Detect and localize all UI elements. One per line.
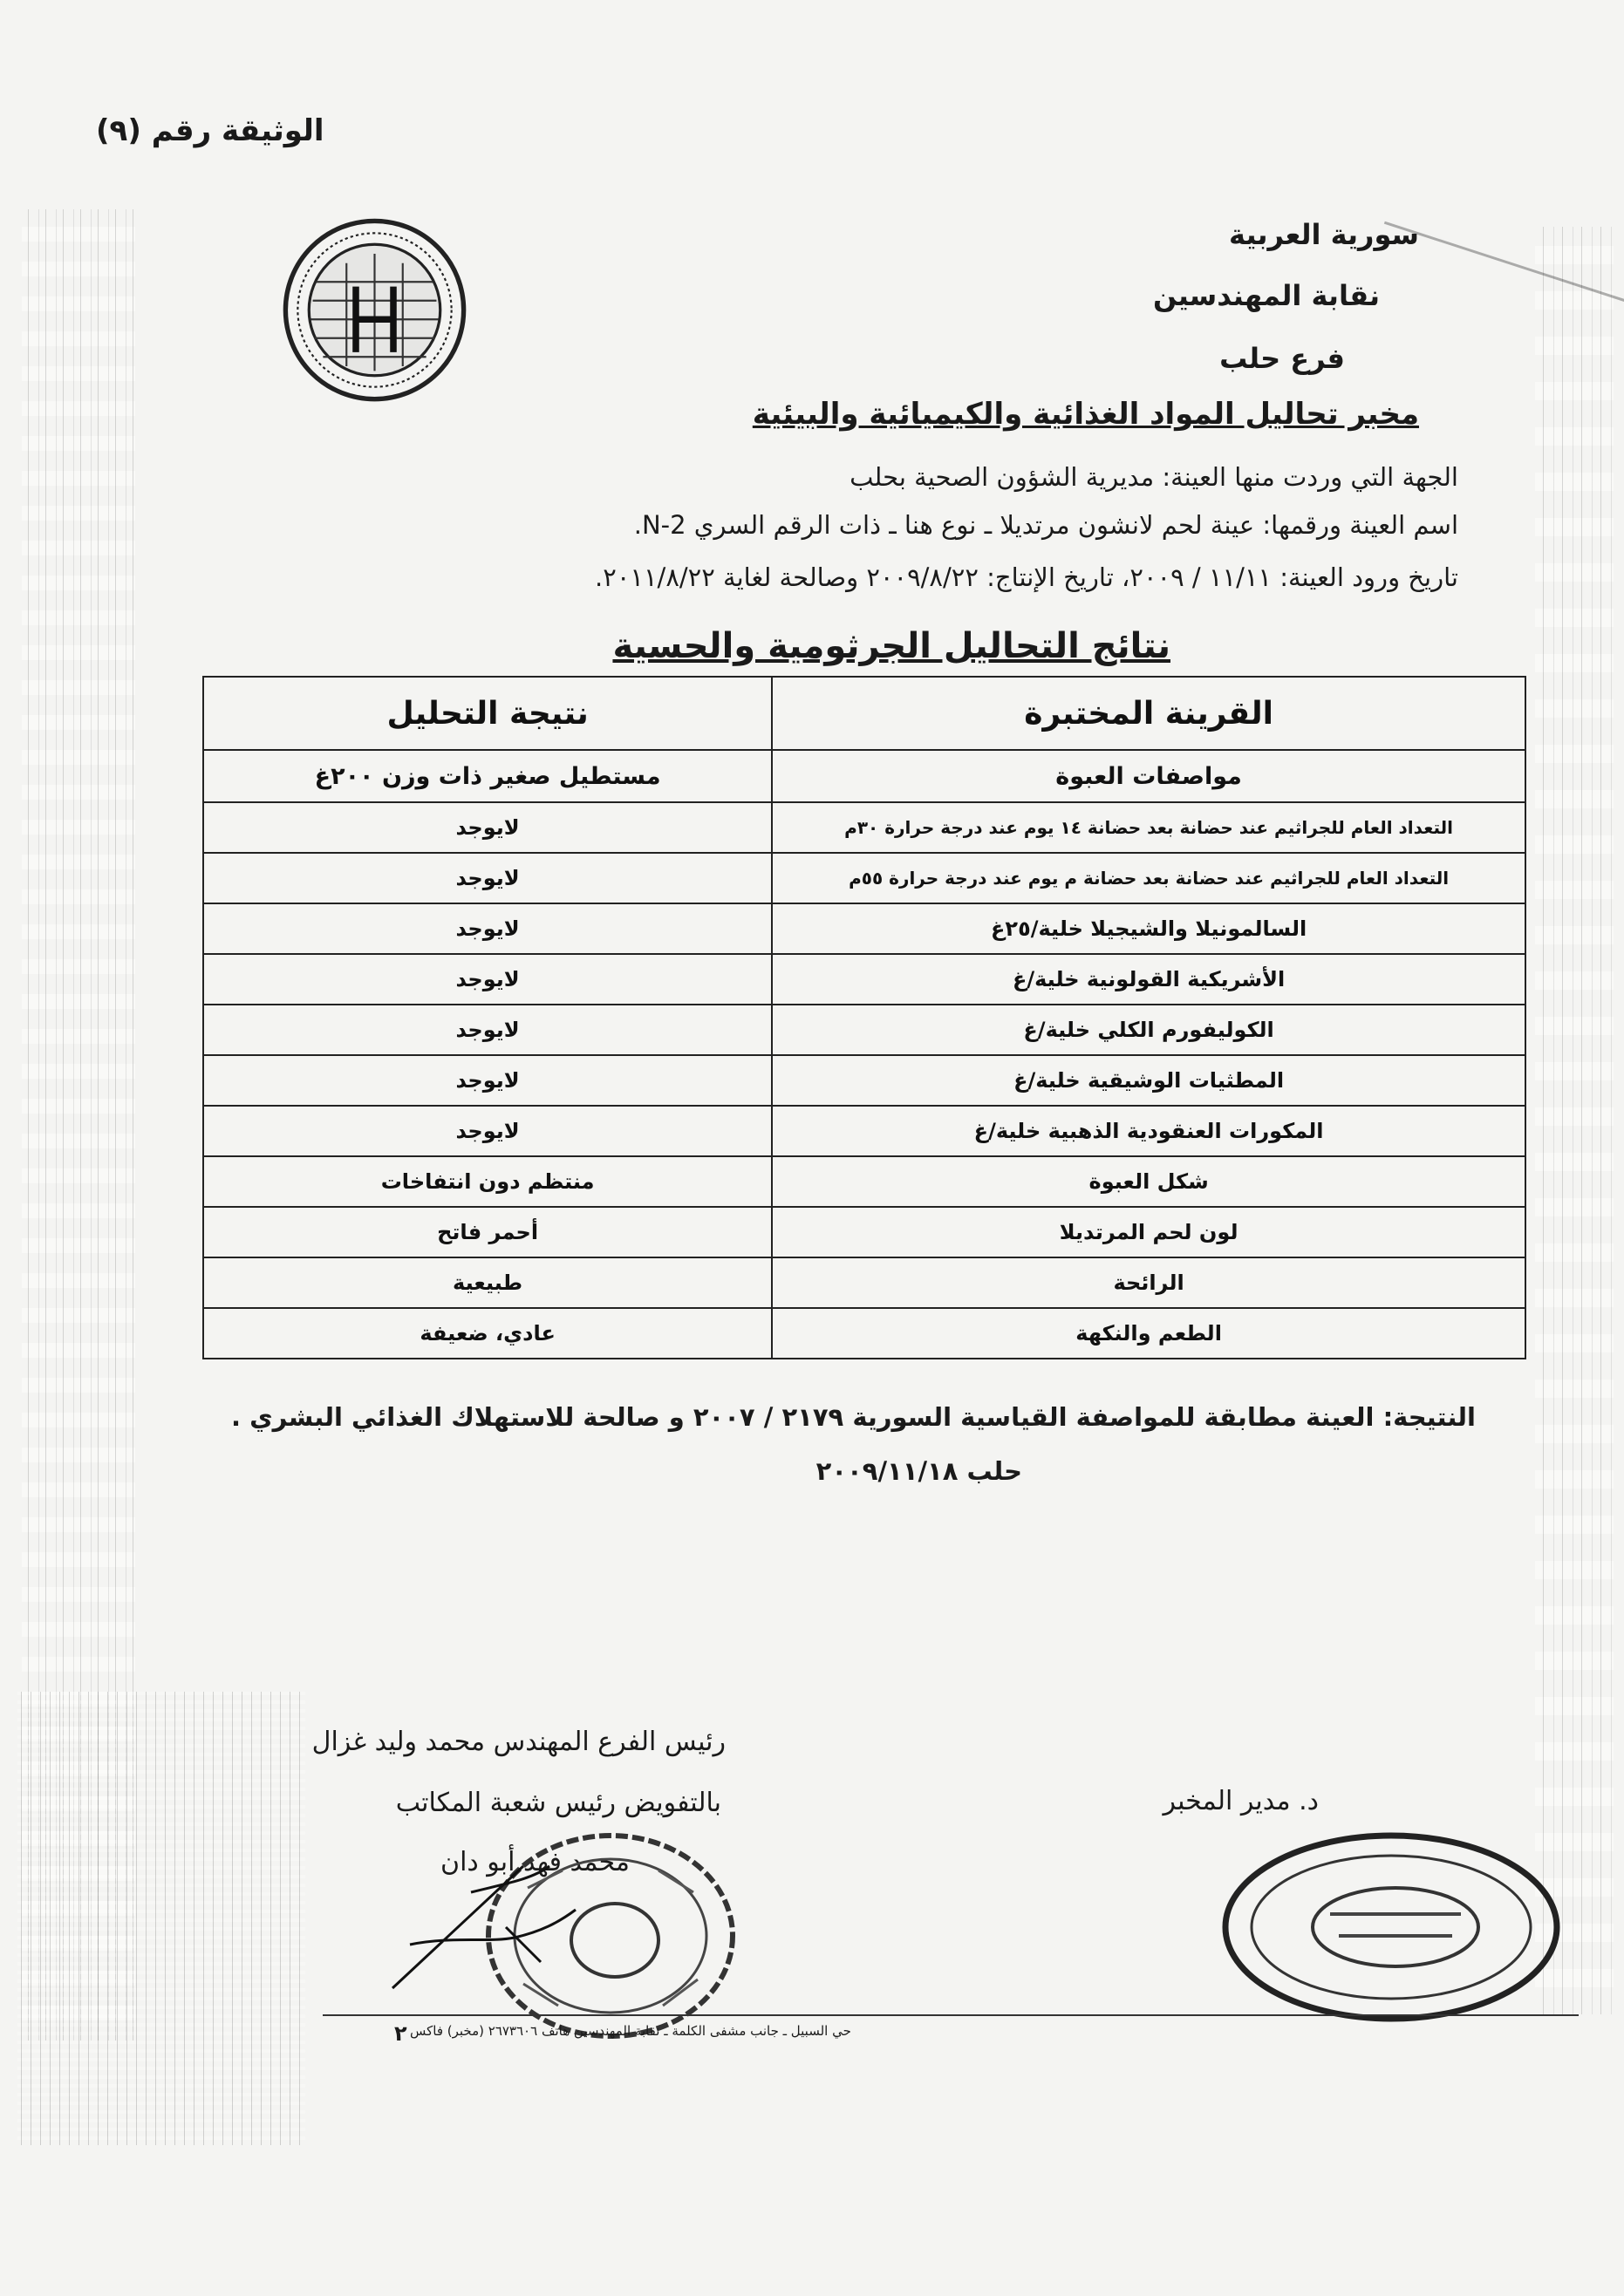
results-title: نتائج التحاليل الجرثومية والحسية: [612, 626, 1170, 666]
table-row: [203, 1055, 1525, 1106]
parameter-cell: الكوليفورم الكلي خلية/غ: [772, 1005, 1525, 1055]
header-country: سورية العربية: [1229, 218, 1419, 251]
lab-stamp-icon: [1217, 1827, 1566, 2027]
table-row: [203, 903, 1525, 954]
table-row: [203, 1308, 1525, 1359]
result-cell: لايوجد: [203, 903, 772, 954]
scan-noise-bottom-left: [17, 1692, 305, 2145]
result-cell: منتظم دون انتفاخات: [203, 1156, 772, 1207]
parameter-cell: مواصفات العبوة: [772, 750, 1525, 802]
parameter-cell: المكورات العنقودية الذهبية خلية/غ: [772, 1106, 1525, 1156]
lab-manager-label: د. مدير المخبر: [1163, 1786, 1319, 1816]
result-cell: لايوجد: [203, 802, 772, 853]
document-number: الوثيقة رقم (٩): [96, 113, 324, 148]
parameter-cell: الرائحة: [772, 1257, 1525, 1308]
delegate-name: محمد فهد أبو دان: [440, 1847, 630, 1877]
table-header-row: [203, 677, 1525, 750]
handwritten-signature-icon: [375, 1840, 672, 1997]
result-cell: مستطيل صغير ذات وزن ٢٠٠غ: [203, 750, 772, 802]
header-lab: مخبر تحاليل المواد الغذائية والكيميائية والبيئية: [752, 397, 1419, 432]
result-cell: أحمر فاتح: [203, 1207, 772, 1257]
table-row: [203, 1156, 1525, 1207]
delegation-line: بالتفويض رئيس شعبة المكاتب: [395, 1788, 721, 1818]
header-syndicate: نقابة المهندسين: [1152, 279, 1380, 312]
table-row: [203, 1106, 1525, 1156]
syndicate-emblem-icon: [281, 216, 468, 404]
result-cell: لايوجد: [203, 1055, 772, 1106]
sample-source: الجهة التي وردت منها العينة: مديرية الشؤون الصحية بحلب: [850, 462, 1458, 492]
table-row: [203, 954, 1525, 1005]
scan-noise-right: [1535, 227, 1614, 2014]
result-cell: لايوجد: [203, 1005, 772, 1055]
parameter-cell: لون لحم المرتديلا: [772, 1207, 1525, 1257]
table-row: [203, 750, 1525, 802]
footer-address: حي السبيل ـ جانب مشفى الكلمة ـ نقابة المهندسين هاتف ٢٦٧٣٦٠٦ (مخبر) فاكس: [410, 2023, 851, 2039]
table-row: [203, 1207, 1525, 1257]
page-number: ٢: [394, 2021, 407, 2046]
sample-name: اسم العينة ورقمها: عينة لحم لانشون مرتديلا ـ نوع هنا ـ ذات الرقم السري N-2.: [633, 510, 1458, 540]
table-row: [203, 802, 1525, 853]
issue-date: حلب ٢٠٠٩/١١/١٨: [815, 1456, 1022, 1486]
result-cell: لايوجد: [203, 853, 772, 903]
parameter-cell: المطثيات الوشيقية خلية/غ: [772, 1055, 1525, 1106]
results-table: [202, 676, 1526, 1359]
parameter-cell: شكل العبوة: [772, 1156, 1525, 1207]
column-header-parameter: القرينة المختبرة: [772, 677, 1525, 750]
table-row: [203, 1257, 1525, 1308]
branch-head-signature-line: رئيس الفرع المهندس محمد وليد غزال: [311, 1727, 726, 1757]
parameter-cell: التعداد العام للجراثيم عند حضانة بعد حضانة م يوم عند درجة حرارة ٥٥م: [772, 853, 1525, 903]
table-row: [203, 853, 1525, 903]
parameter-cell: التعداد العام للجراثيم عند حضانة بعد حضانة ١٤ يوم عند درجة حرارة ٣٠م: [772, 802, 1525, 853]
result-cell: لايوجد: [203, 954, 772, 1005]
table-row: [203, 1005, 1525, 1055]
column-header-result: نتيجة التحليل: [203, 677, 772, 750]
result-cell: عادي، ضعيفة: [203, 1308, 772, 1359]
parameter-cell: السالمونيلا والشيجيلا خلية/٢٥غ: [772, 903, 1525, 954]
footer-divider: [323, 2014, 1579, 2016]
conclusion-text: النتيجة: العينة مطابقة للمواصفة القياسية السورية ٢١٧٩ / ٢٠٠٧ و صالحة للاستهلاك الغذائي البشري .: [230, 1402, 1476, 1432]
result-cell: لايوجد: [203, 1106, 772, 1156]
sample-dates: تاريخ ورود العينة: ١١/١١ / ٢٠٠٩، تاريخ الإنتاج: ٢٠٠٩/٨/٢٢ وصالحة لغاية ٢٠١١/٨/٢٢.: [595, 562, 1458, 592]
parameter-cell: الأشريكية القولونية خلية/غ: [772, 954, 1525, 1005]
result-cell: طبيعية: [203, 1257, 772, 1308]
parameter-cell: الطعم والنكهة: [772, 1308, 1525, 1359]
header-branch: فرع حلب: [1219, 342, 1345, 375]
